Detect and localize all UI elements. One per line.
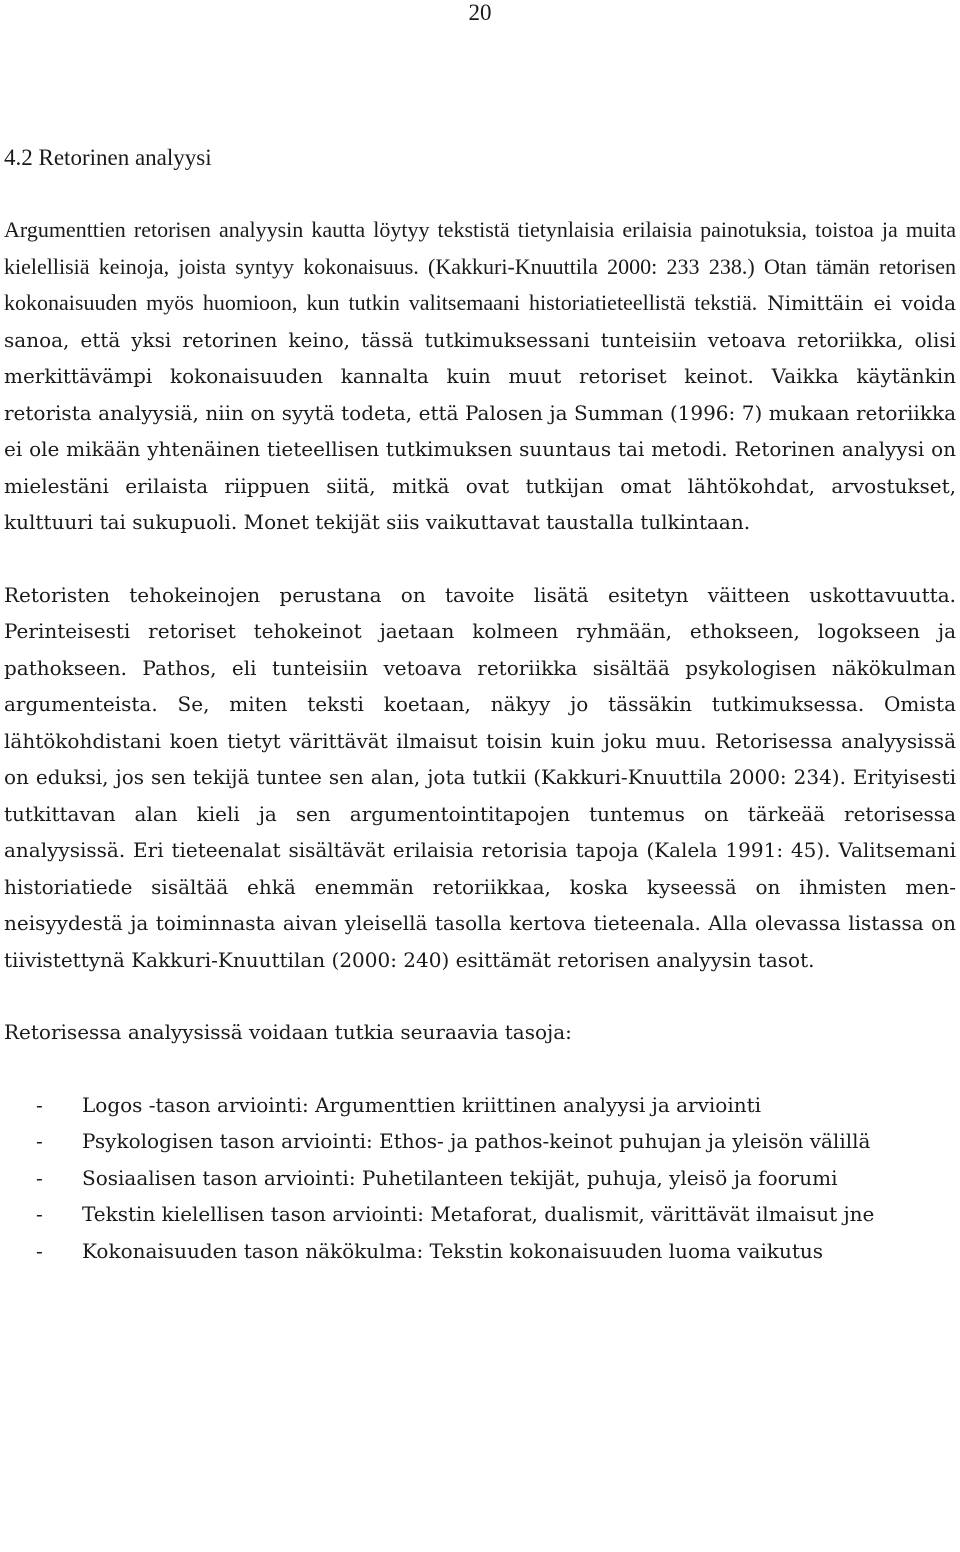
paragraph-intro-part-b: Nimittäin ei voida sanoa, että yksi retorinen keino, tässä tutkimuksessani tunteisiin vetoava retoriikka, olisi merkittävämpi kokonaisuuden kannalta kuin muut retoriset keinot. Vaikka käytänkin retorista analyysiä, niin on syytä todeta, että Palosen ja Summan (1996: 7) mukaan retoriikka ei ole mikään yhtenäinen tieteellisen tutkimuksen suuntaus tai metodi. Retorinen analyysi on mielestäni erilaista riippuen siitä, mitkä ovat tutkijan omat lähtökohdat, arvostukset, kulttuuri tai sukupuoli. Monet tekijät siis vaikuttavat taustalla tulkintaan. xyxy=(4,291,956,534)
list-item-text: Kokonaisuuden tason näkökulma: Tekstin kokonaisuuden luoma vaikutus xyxy=(82,1238,824,1263)
list-item xyxy=(4,1087,956,1124)
paragraph-intro xyxy=(4,212,956,541)
list-item xyxy=(4,1123,956,1160)
list-item-text: Sosiaalisen tason arviointi: Puhetilanteen tekijät, puhuja, yleisö ja foorumi xyxy=(82,1165,838,1190)
list-dash: - xyxy=(36,1165,43,1190)
list-dash: - xyxy=(36,1238,43,1263)
list-item-text: Psykologisen tason arviointi: Ethos- ja pathos-keinot puhujan ja yleisön välillä xyxy=(82,1129,871,1153)
page-content xyxy=(4,140,956,1269)
list-dash: - xyxy=(36,1202,43,1226)
list-item xyxy=(4,1196,956,1233)
paragraph-intro-part-a: Argumenttien retorisen analyysin kautta löytyy tekstistä tietynlaisia erilaisia painotuksia, toistoa ja muita kielellisiä keinoja, joista syntyy kokonaisuus. (Kakkuri-Knuuttila 2000: 233 238.) Otan tämän retorisen kokonaisuuden myös huomioon, kun tutkin valitsemaani historiatieteellistä tekstiä. xyxy=(4,217,956,315)
paragraph-list-intro: Retorisessa analyysissä voidaan tutkia seuraavia tasoja: xyxy=(4,1020,572,1044)
page-number: 20 xyxy=(468,0,492,25)
analysis-levels-list xyxy=(4,1087,956,1270)
list-item-text: Logos -tason arviointi: Argumenttien kriittinen analyysi ja arviointi xyxy=(82,1092,762,1117)
paragraph-rhetoric-devices: Retoristen tehokeinojen perustana on tavoite lisätä esitetyn väitteen uskottavuutta. Perinteisesti retoriset tehokeinot jaetaan kolmeen ryhmään, ethokseen, logokseen ja pathokseen. Pathos, eli tunteisiin vetoava retoriikka sisältää psykologisen näkökulman argumenteista. Se, miten teksti koetaan, näkyy jo tässäkin tutkimuksessa. Omista lähtökohdistani koen tietyt värittävät ilmaisut toisin kuin joku muu. Retorisessa analyysissä on eduksi, jos sen tekijä tuntee sen alan, jota tutkii (Kakkuri-Knuuttila 2000: 234). Erityisesti tutkittavan alan kieli ja sen argumentointitapojen tuntemus on tärkeää retorisessa analyysissä. Eri tieteenalat sisältävät erilaisia retorisia tapoja (Kalela 1991: 45). Valitsemani historiatiede sisältää ehkä enemmän retoriikkaa, koska kyseessä on ihmisten menneisyydestä ja toiminnasta aivan yleisellä tasolla kertova tieteenala. Alla olevassa listassa on tiivistettynä Kakkuri-Knuuttilan (2000: 240) esittämät retorisen analyysin tasot. xyxy=(4,582,956,972)
list-item xyxy=(4,1160,956,1197)
list-item-text: Tekstin kielellisen tason arviointi: Metaforat, dualismit, värittävät ilmaisut jne xyxy=(82,1202,875,1226)
list-dash: - xyxy=(36,1092,43,1117)
section-heading: 4.2 Retorinen analyysi xyxy=(4,145,212,170)
list-item xyxy=(4,1233,956,1270)
list-dash: - xyxy=(36,1129,43,1153)
